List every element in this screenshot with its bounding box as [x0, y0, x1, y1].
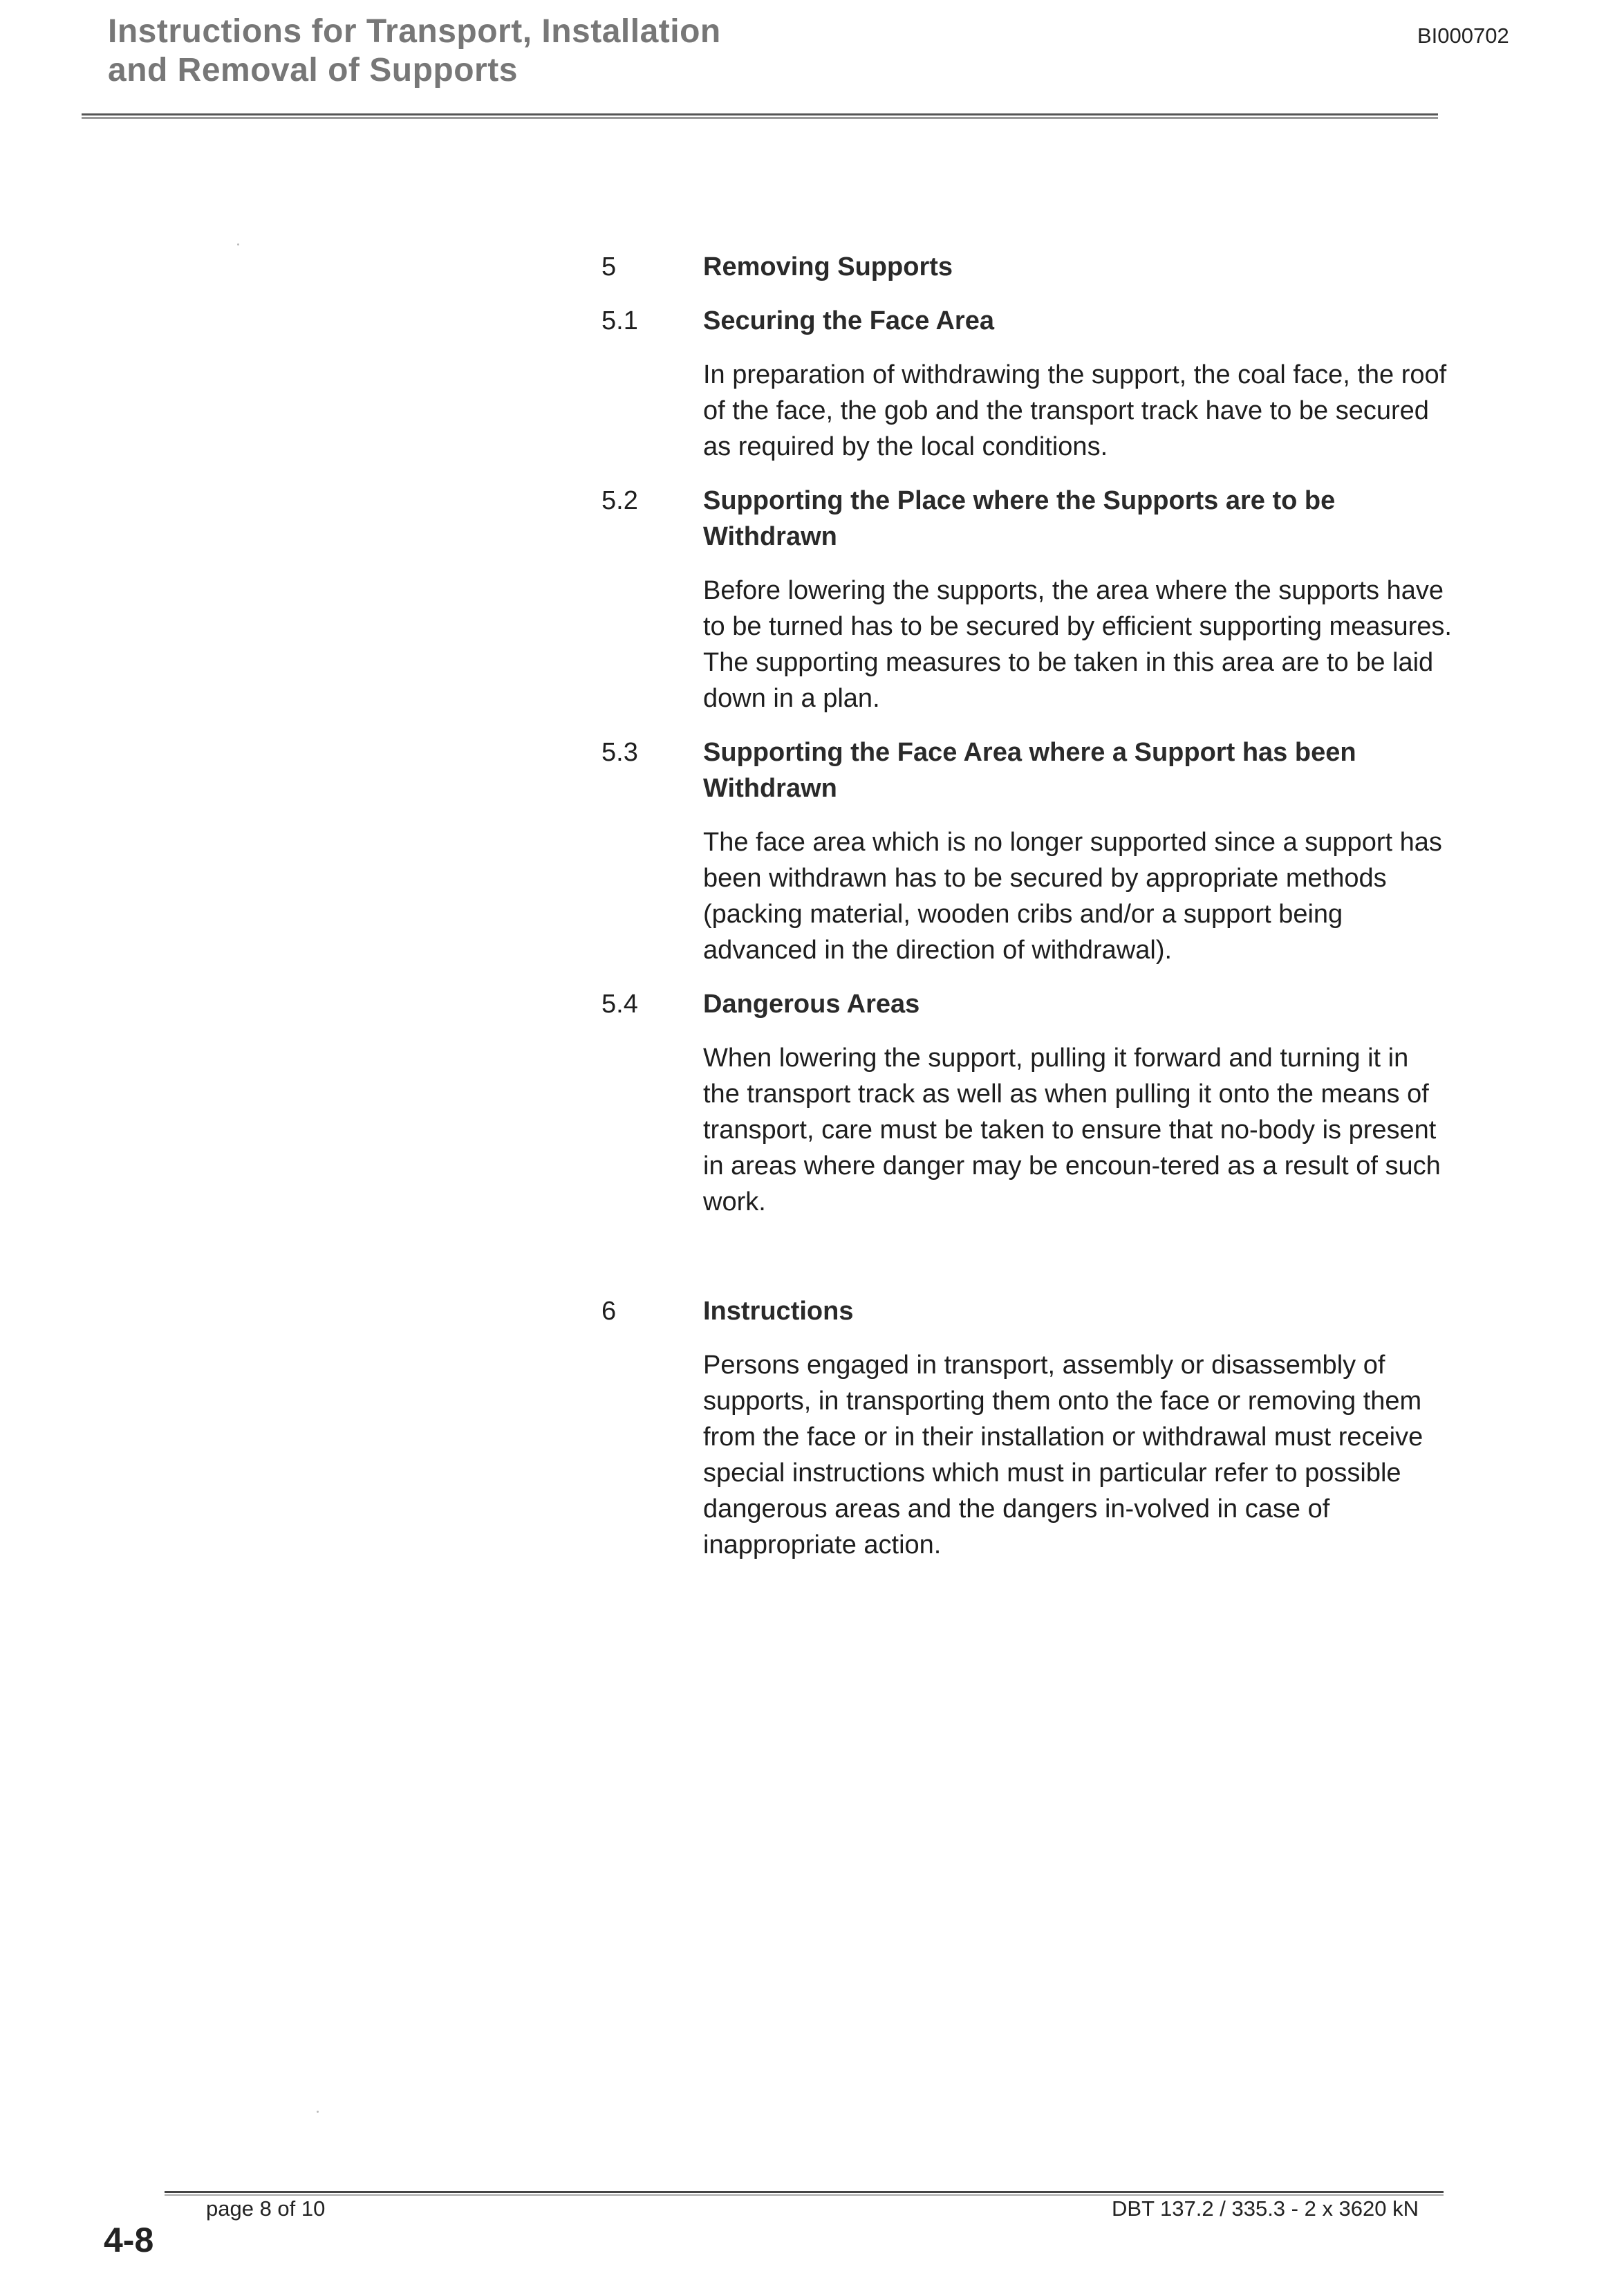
model-designation: DBT 137.2 / 335.3 - 2 x 3620 kN: [1112, 2196, 1419, 2221]
scan-speck: [317, 2111, 319, 2113]
section-body: The face area which is no longer supported since a support has been withdrawn has to be secured by appropriate methods (packing material, wooden cribs and/or a support being advanced in the direction of withdrawal).: [703, 828, 1442, 965]
section-title: Instructions: [703, 1297, 854, 1326]
section-title: Supporting the Place where the Supports are to be Withdrawn: [703, 486, 1336, 551]
section-5-3: [601, 734, 1452, 968]
section-5-4: [601, 986, 1452, 1220]
section-body: When lowering the support, pulling it forward and turning it in the transport track as well as when pulling it onto the means of transport, care must be taken to ensure that no-body is present in areas where danger may be encoun-tered as a result of such work.: [703, 1044, 1441, 1216]
section-number: 5.2: [601, 486, 638, 515]
section-5: [601, 249, 1452, 285]
section-number: 5.3: [601, 738, 638, 767]
section-5-1: [601, 303, 1452, 465]
document-code: BI000702: [1417, 24, 1509, 48]
section-number: 5.4: [601, 990, 638, 1019]
section-number: 6: [601, 1297, 617, 1326]
section-body: In preparation of withdrawing the support, the coal face, the roof of the face, the gob and the transport track have to be secured as required by the local conditions.: [703, 360, 1447, 461]
section-6: [601, 1293, 1452, 1563]
section-5-2: [601, 483, 1452, 716]
main-content: [601, 249, 1452, 1581]
section-body: Persons engaged in transport, assembly or disassembly of supports, in transporting them onto the face or removing them from the face or in their installation or withdrawal must receive special instructions which must in particular refer to possible dangerous areas and the dangers in-volved in case of inappropriate action.: [703, 1351, 1423, 1559]
footer-divider: [165, 2191, 1444, 2196]
section-title: Securing the Face Area: [703, 306, 994, 335]
section-spacer: [601, 1238, 1452, 1293]
header-divider: [82, 113, 1438, 119]
section-title: Supporting the Face Area where a Support has been Withdrawn: [703, 738, 1356, 803]
section-title: Removing Supports: [703, 252, 953, 281]
section-title: Dangerous Areas: [703, 990, 920, 1019]
scan-speck: [237, 243, 239, 246]
document-title: [108, 12, 721, 90]
section-number: 5: [601, 252, 617, 281]
title-line-2: and Removal of Supports: [108, 52, 518, 89]
section-number: 5.1: [601, 306, 638, 335]
section-body: Before lowering the supports, the area where the supports have to be turned has to be secured by efficient supporting measures. The supporting measures to be taken in this area are to be laid down in a plan.: [703, 576, 1452, 713]
page-indicator: page 8 of 10: [206, 2196, 326, 2221]
title-line-1: Instructions for Transport, Installation: [108, 13, 721, 50]
chapter-page-number: 4-8: [104, 2221, 154, 2259]
